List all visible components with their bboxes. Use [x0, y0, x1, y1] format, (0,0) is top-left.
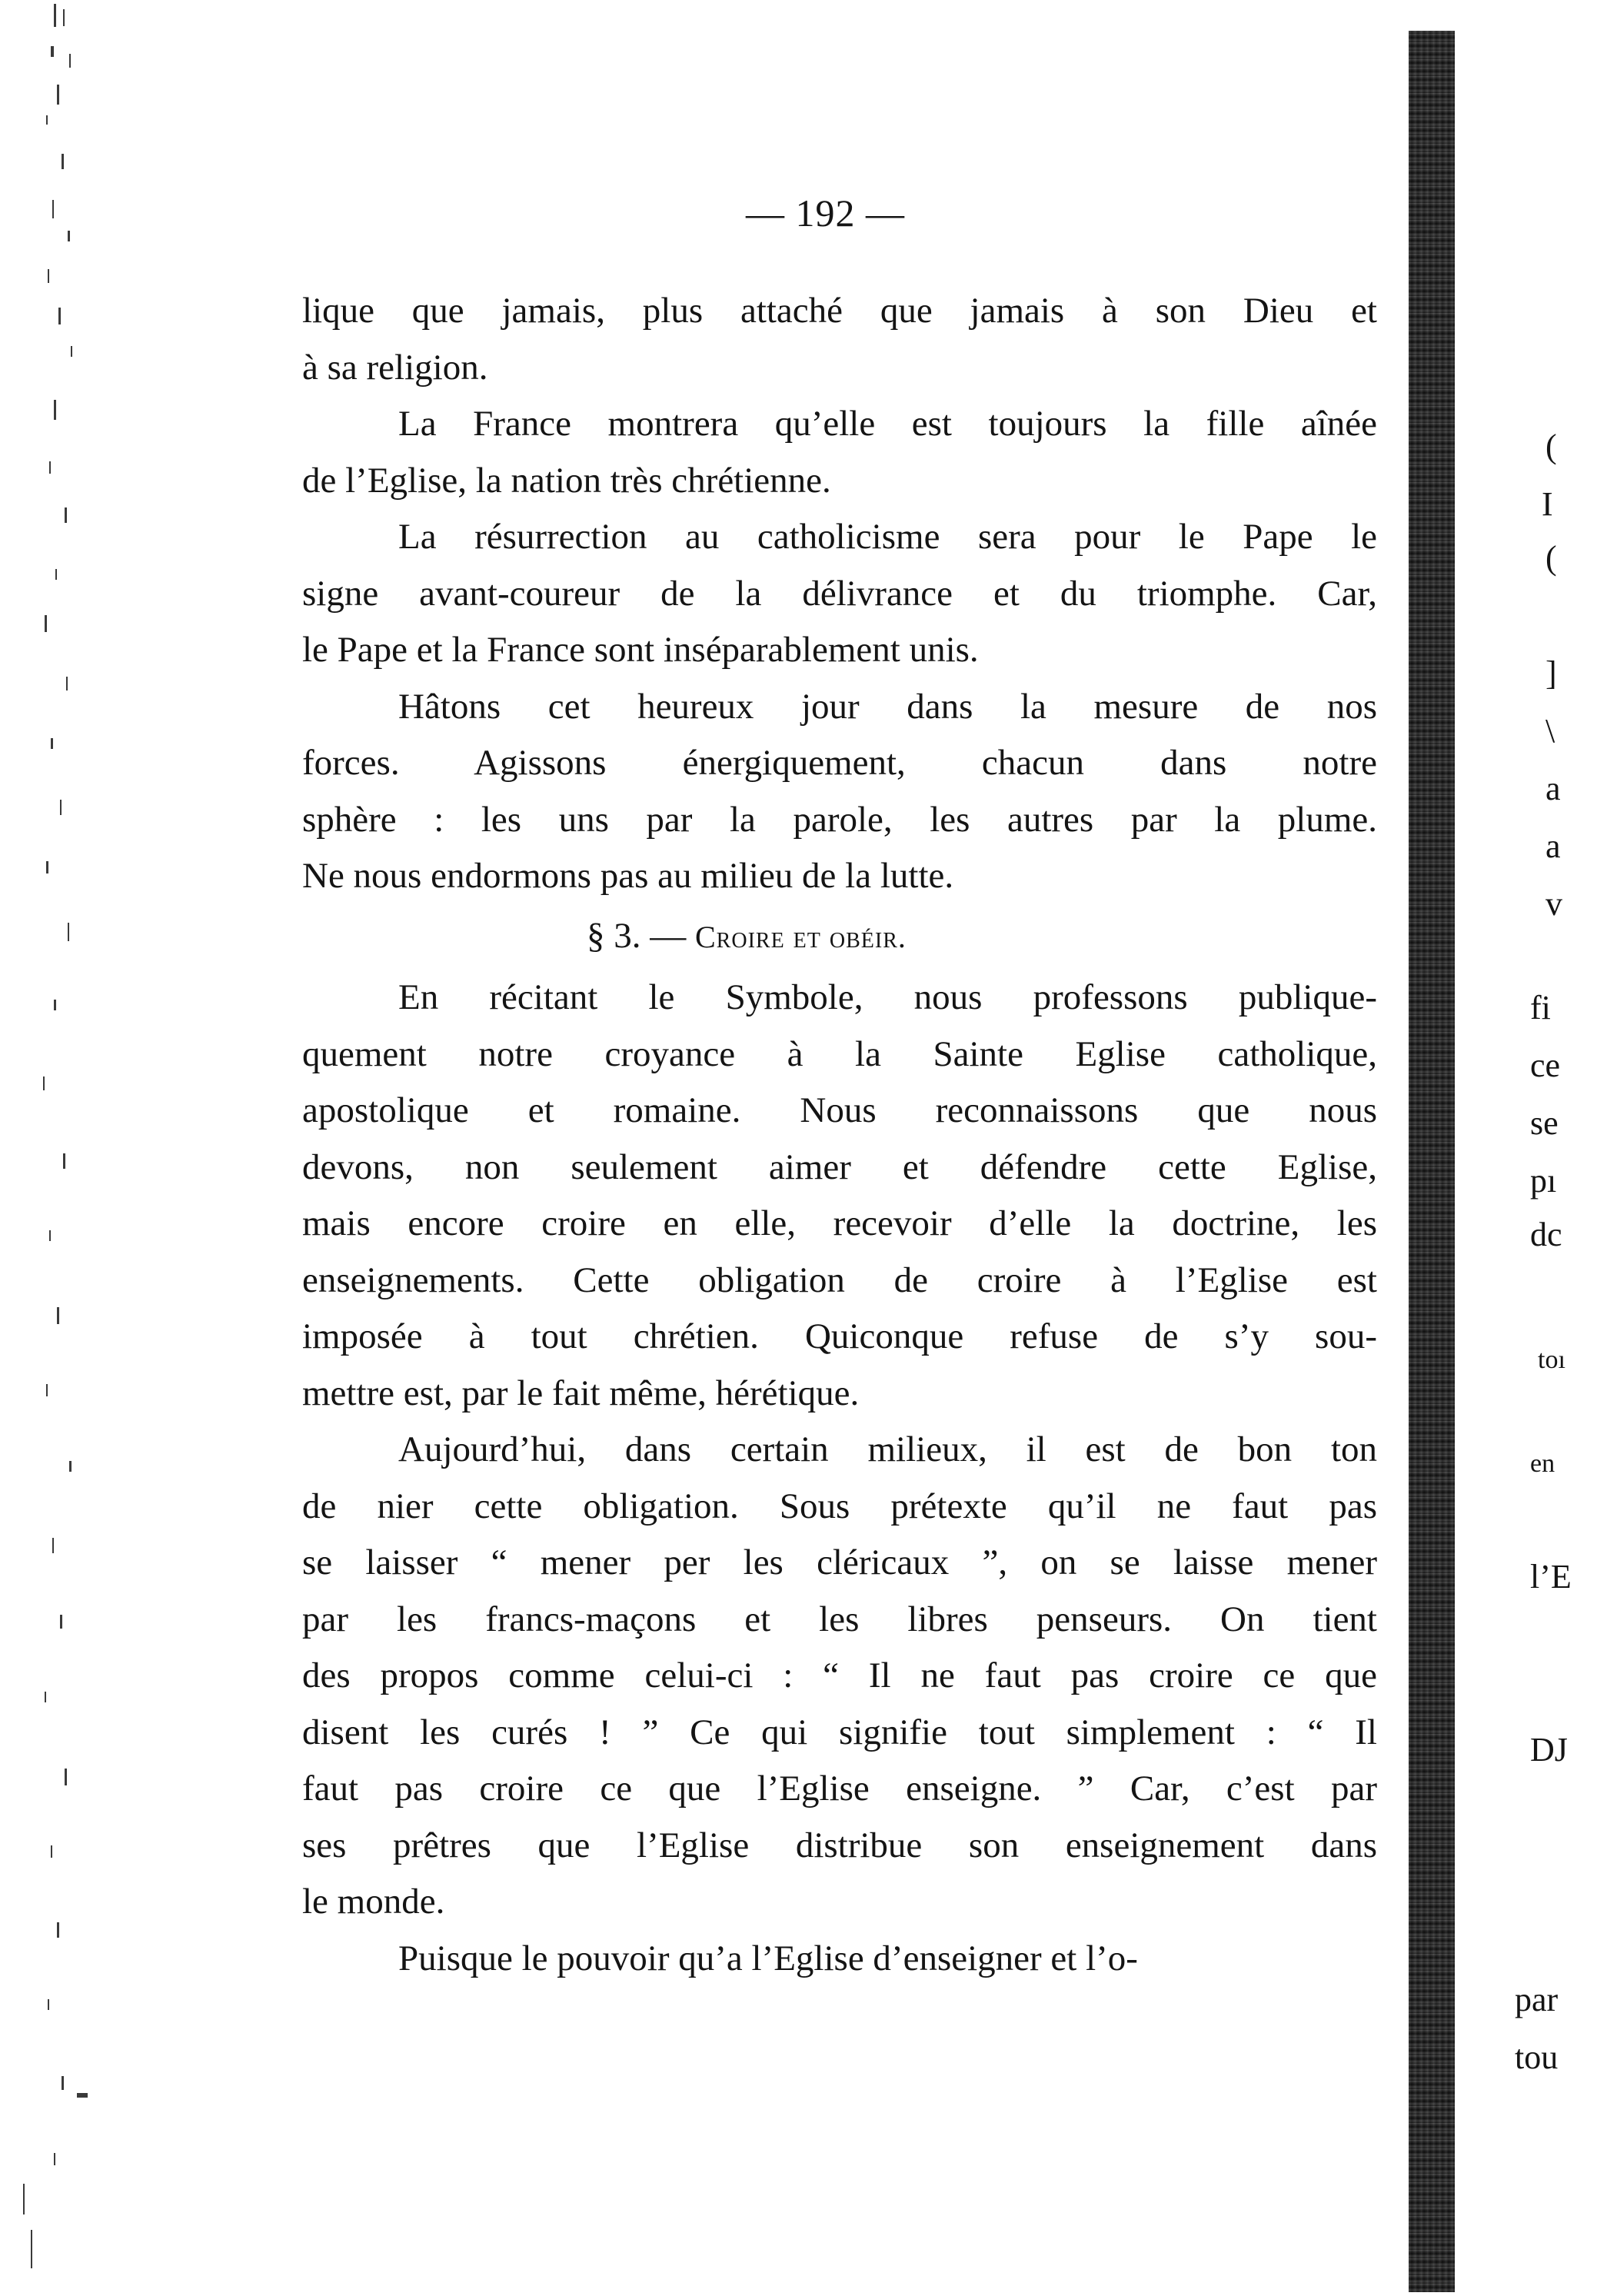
text-line: Hâtons cet heureux jour dans la mesure de nos — [398, 686, 1377, 727]
paragraph — [302, 1422, 1377, 1931]
text-line: forces. Agissons énergiquement, chacun dans notre — [302, 743, 1377, 783]
left-gutter-speckles — [0, 0, 115, 2292]
facing-fragment: I — [1542, 485, 1553, 523]
text-line: par les francs-maçons et les libres penseurs. On tient — [302, 1599, 1377, 1639]
text-line: de l’Eglise, la nation très chrétienne. — [302, 460, 831, 501]
text-line: Puisque le pouvoir qu’a l’Eglise d’enseigner et l’o- — [398, 1938, 1138, 1978]
text-line: quement notre croyance à la Sainte Eglise catholique, — [302, 1033, 1377, 1074]
page-body — [302, 283, 1377, 1987]
paragraph — [302, 970, 1377, 1422]
facing-fragment: toı — [1538, 1346, 1565, 1374]
facing-fragment: v — [1545, 885, 1562, 923]
text-line: se laisser “ mener per les cléricaux ”, on se laisse mener — [302, 1542, 1377, 1582]
facing-fragment: a — [1545, 770, 1561, 807]
paragraph — [302, 396, 1377, 509]
facing-fragment: tou — [1515, 2038, 1559, 2076]
paragraph — [302, 283, 1377, 396]
text-line: signe avant-coureur de la délivrance et du triomphe. Car, — [302, 573, 1377, 614]
facing-fragment: l’E — [1530, 1558, 1572, 1596]
text-line: Aujourd’hui, dans certain milieux, il est de bon ton — [398, 1429, 1377, 1469]
facing-page-fragments — [1469, 0, 1607, 2292]
text-line: de nier cette obligation. Sous prétexte qu’il ne faut pas — [302, 1486, 1377, 1526]
text-line: devons, non seulement aimer et défendre cette Eglise, — [302, 1146, 1377, 1187]
text-line: enseignements. Cette obligation de croire à l’Eglise est — [302, 1259, 1377, 1300]
text-line: à sa religion. — [302, 347, 488, 388]
facing-fragment: a — [1545, 827, 1561, 865]
facing-fragment: \ — [1545, 712, 1555, 750]
text-line: La France montrera qu’elle est toujours la fille aînée — [398, 404, 1377, 444]
text-line: des propos comme celui-ci : “ Il ne faut pas croire ce que — [302, 1655, 1377, 1695]
text-line: mettre est, par le fait même, hérétique. — [302, 1373, 860, 1413]
text-line: lique que jamais, plus attaché que jamais à son Dieu et — [302, 291, 1377, 331]
facing-fragment: ] — [1545, 654, 1557, 692]
text-line: En récitant le Symbole, nous professons publique- — [398, 977, 1377, 1017]
facing-fragment: fi — [1530, 989, 1551, 1027]
text-line: ses prêtres que l’Eglise distribue son enseignement dans — [302, 1825, 1377, 1865]
page-number: — 192 — — [746, 191, 905, 235]
facing-fragment: ( — [1545, 539, 1557, 577]
facing-fragment: dc — [1530, 1216, 1562, 1253]
binding-shadow-strip — [1409, 31, 1455, 2292]
text-line: sphère : les uns par la parole, les autres par la plume. — [302, 799, 1377, 840]
text-line: le monde. — [302, 1882, 445, 1922]
facing-fragment: pı — [1530, 1162, 1557, 1200]
text-line: La résurrection au catholicisme sera pour le Pape le — [398, 517, 1377, 557]
facing-fragment: par — [1515, 1981, 1559, 2018]
facing-fragment: ce — [1530, 1047, 1561, 1084]
paragraph — [302, 1931, 1377, 1988]
section-title: Croire et obéir. — [695, 919, 907, 954]
text-line: imposée à tout chrétien. Quiconque refuse de s’y sou- — [302, 1316, 1377, 1356]
paragraph — [302, 509, 1377, 679]
text-line: apostolique et romaine. Nous reconnaissons que nous — [302, 1090, 1377, 1130]
paragraph — [302, 679, 1377, 905]
facing-fragment: ( — [1545, 428, 1557, 465]
facing-fragment: se — [1530, 1104, 1559, 1142]
facing-fragment: en — [1530, 1449, 1555, 1478]
text-line: mais encore croire en elle, recevoir d’elle la doctrine, les — [302, 1203, 1377, 1243]
text-line: disent les curés ! ” Ce qui signifie tout simplement : “ Il — [302, 1712, 1377, 1752]
facing-fragment: DJ — [1530, 1731, 1568, 1769]
text-line: le Pape et la France sont inséparablement unis. — [302, 630, 979, 670]
section-heading — [302, 908, 1377, 966]
text-line: faut pas croire ce que l’Eglise enseigne. ” Car, c’est par — [302, 1769, 1377, 1809]
section-number: § 3. — — [587, 915, 695, 956]
text-line: Ne nous endormons pas au milieu de la lutte. — [302, 856, 954, 896]
